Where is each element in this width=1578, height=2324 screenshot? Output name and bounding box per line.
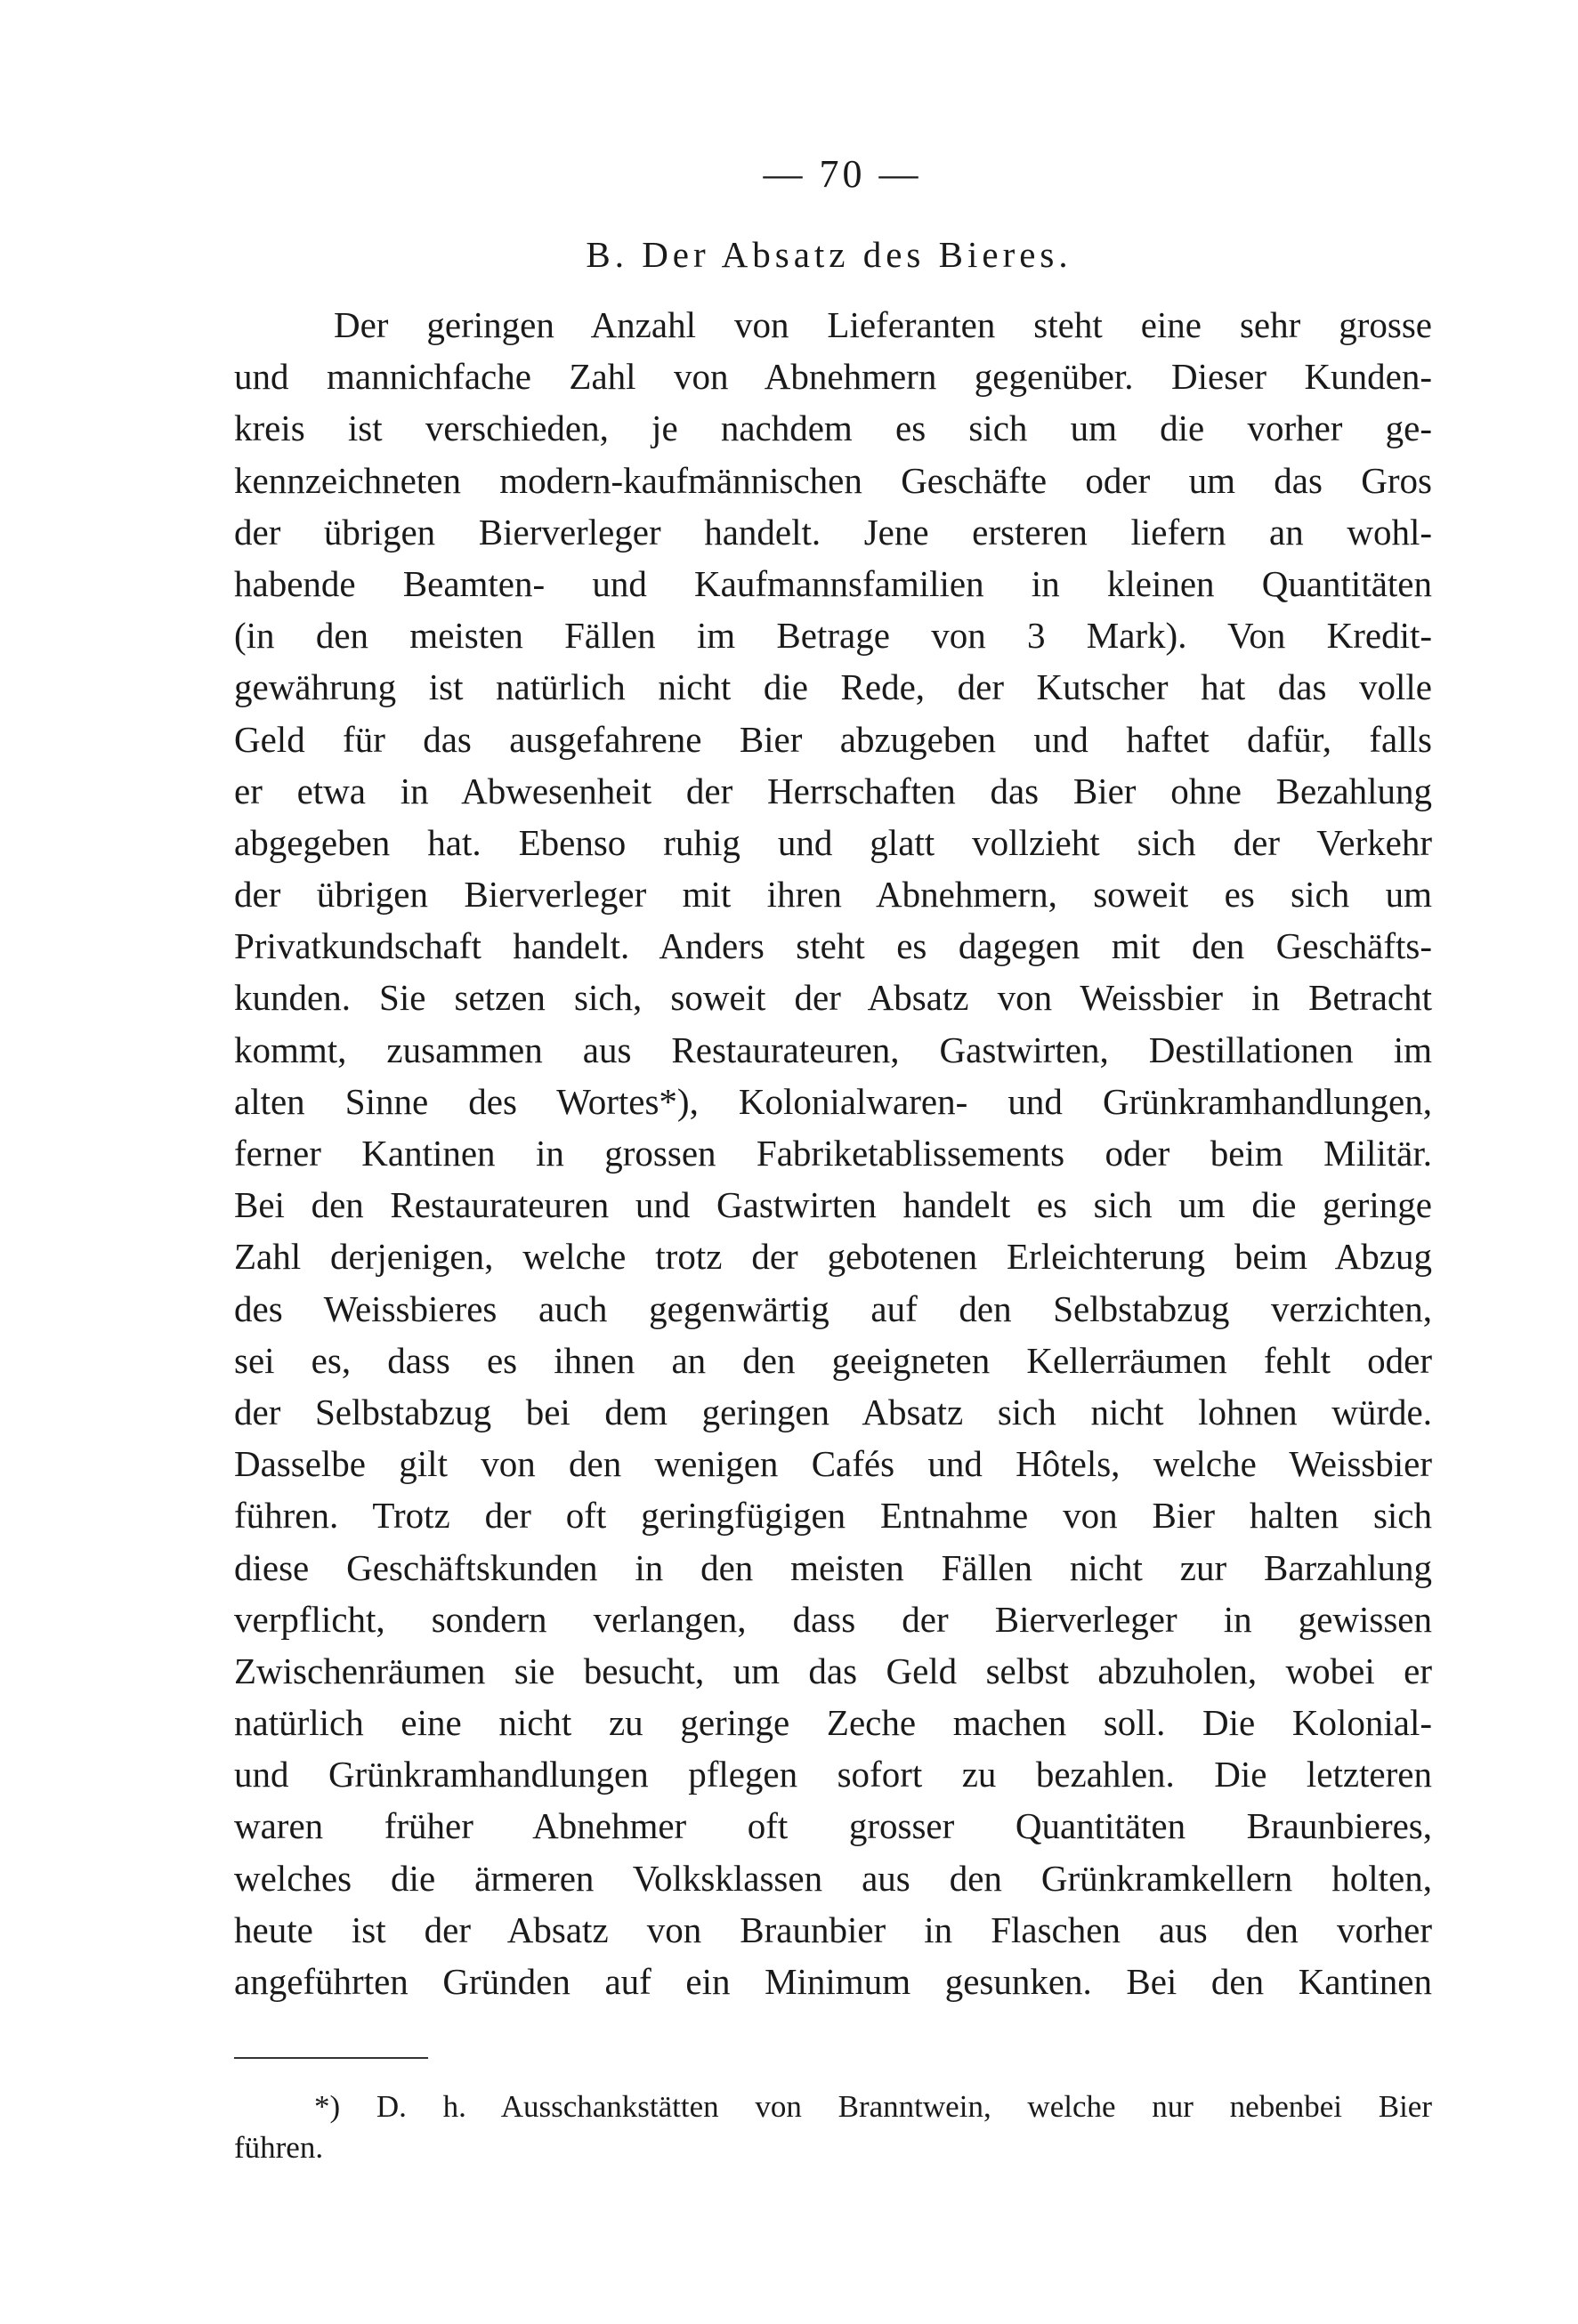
- text-line: gewährung ist natürlich nicht die Rede, der Kutscher hat das volle: [234, 666, 1432, 708]
- footnote-line: *) D. h. Ausschankstätten von Branntwein, welche nur nebenbei Bier: [314, 2089, 1432, 2124]
- text-line: Der geringen Anzahl von Lieferanten steht eine sehr grosse: [334, 304, 1432, 345]
- footnote: [234, 2086, 1432, 2168]
- text-line: der übrigen Bierverleger mit ihren Abnehmern, soweit es sich um: [234, 874, 1432, 916]
- text-line: kreis ist verschieden, je nachdem es sich um die vorher ge-: [234, 408, 1432, 449]
- section-heading: B. Der Absatz des Bieres.: [586, 234, 1072, 275]
- text-line: angeführten Gründen auf ein Minimum gesunken. Bei den Kantinen: [234, 1961, 1432, 2002]
- text-line: Bei den Restaurateuren und Gastwirten handelt es sich um die geringe: [234, 1184, 1432, 1226]
- text-line: abgegeben hat. Ebenso ruhig und glatt vollzieht sich der Verkehr: [234, 821, 1432, 863]
- text-line: verpflicht, sondern verlangen, dass der Bierverleger in gewissen: [234, 1598, 1432, 1640]
- text-line: der Selbstabzug bei dem geringen Absatz sich nicht lohnen würde.: [234, 1391, 1432, 1432]
- text-line: natürlich eine nicht zu geringe Zeche machen soll. Die Kolonial-: [234, 1702, 1432, 1744]
- text-line: habende Beamten- und Kaufmannsfamilien in kleinen Quantitäten: [234, 562, 1432, 604]
- body-paragraph: [234, 299, 1432, 2007]
- text-line: Zwischenräumen sie besucht, um das Geld selbst abzuholen, wobei er: [234, 1650, 1432, 1691]
- text-line: alten Sinne des Wortes*), Kolonialwaren- und Grünkramhandlungen,: [234, 1080, 1432, 1122]
- text-line: Privatkundschaft handelt. Anders steht es dagegen mit den Geschäfts-: [234, 925, 1432, 967]
- text-line: Geld für das ausgefahrene Bier abzugeben und haftet dafür, falls: [234, 718, 1432, 760]
- text-line: waren früher Abnehmer oft grosser Quantitäten Braunbieres,: [234, 1805, 1432, 1847]
- text-line: heute ist der Absatz von Braunbier in Flaschen aus den vorher: [234, 1908, 1432, 1950]
- text-line: ferner Kantinen in grossen Fabriketablissements oder beim Militär.: [234, 1133, 1432, 1174]
- text-line: und mannichfache Zahl von Abnehmern gegenüber. Dieser Kunden-: [234, 356, 1432, 398]
- text-line: er etwa in Abwesenheit der Herrschaften das Bier ohne Bezahlung: [234, 770, 1432, 811]
- text-line: sei es, dass es ihnen an den geeigneten Kellerräumen fehlt oder: [234, 1339, 1432, 1381]
- text-line: kommt, zusammen aus Restaurateuren, Gastwirten, Destillationen im: [234, 1029, 1432, 1070]
- text-line: (in den meisten Fällen im Betrage von 3 Mark). Von Kredit-: [234, 615, 1432, 657]
- footnote-separator: [234, 2057, 428, 2059]
- text-line: Zahl derjenigen, welche trotz der gebotenen Erleichterung beim Abzug: [234, 1236, 1432, 1278]
- text-line: kennzeichneten modern-kaufmännischen Geschäfte oder um das Gros: [234, 459, 1432, 501]
- footnote-line: führen.: [234, 2130, 324, 2165]
- text-line: diese Geschäftskunden in den meisten Fällen nicht zur Barzahlung: [234, 1546, 1432, 1588]
- text-line: führen. Trotz der oft geringfügigen Entnahme von Bier halten sich: [234, 1495, 1432, 1537]
- text-line: und Grünkramhandlungen pflegen sofort zu bezahlen. Die letzteren: [234, 1754, 1432, 1795]
- text-line: Dasselbe gilt von den wenigen Cafés und Hôtels, welche Weissbier: [234, 1443, 1432, 1485]
- text-line: der übrigen Bierverleger handelt. Jene ersteren liefern an wohl-: [234, 511, 1432, 553]
- page-number: — 70 —: [763, 152, 922, 196]
- text-line: kunden. Sie setzen sich, soweit der Absatz von Weissbier in Betracht: [234, 977, 1432, 1019]
- text-line: des Weissbieres auch gegenwärtig auf den Selbstabzug verzichten,: [234, 1287, 1432, 1329]
- text-line: welches die ärmeren Volksklassen aus den Grünkramkellern holten,: [234, 1857, 1432, 1899]
